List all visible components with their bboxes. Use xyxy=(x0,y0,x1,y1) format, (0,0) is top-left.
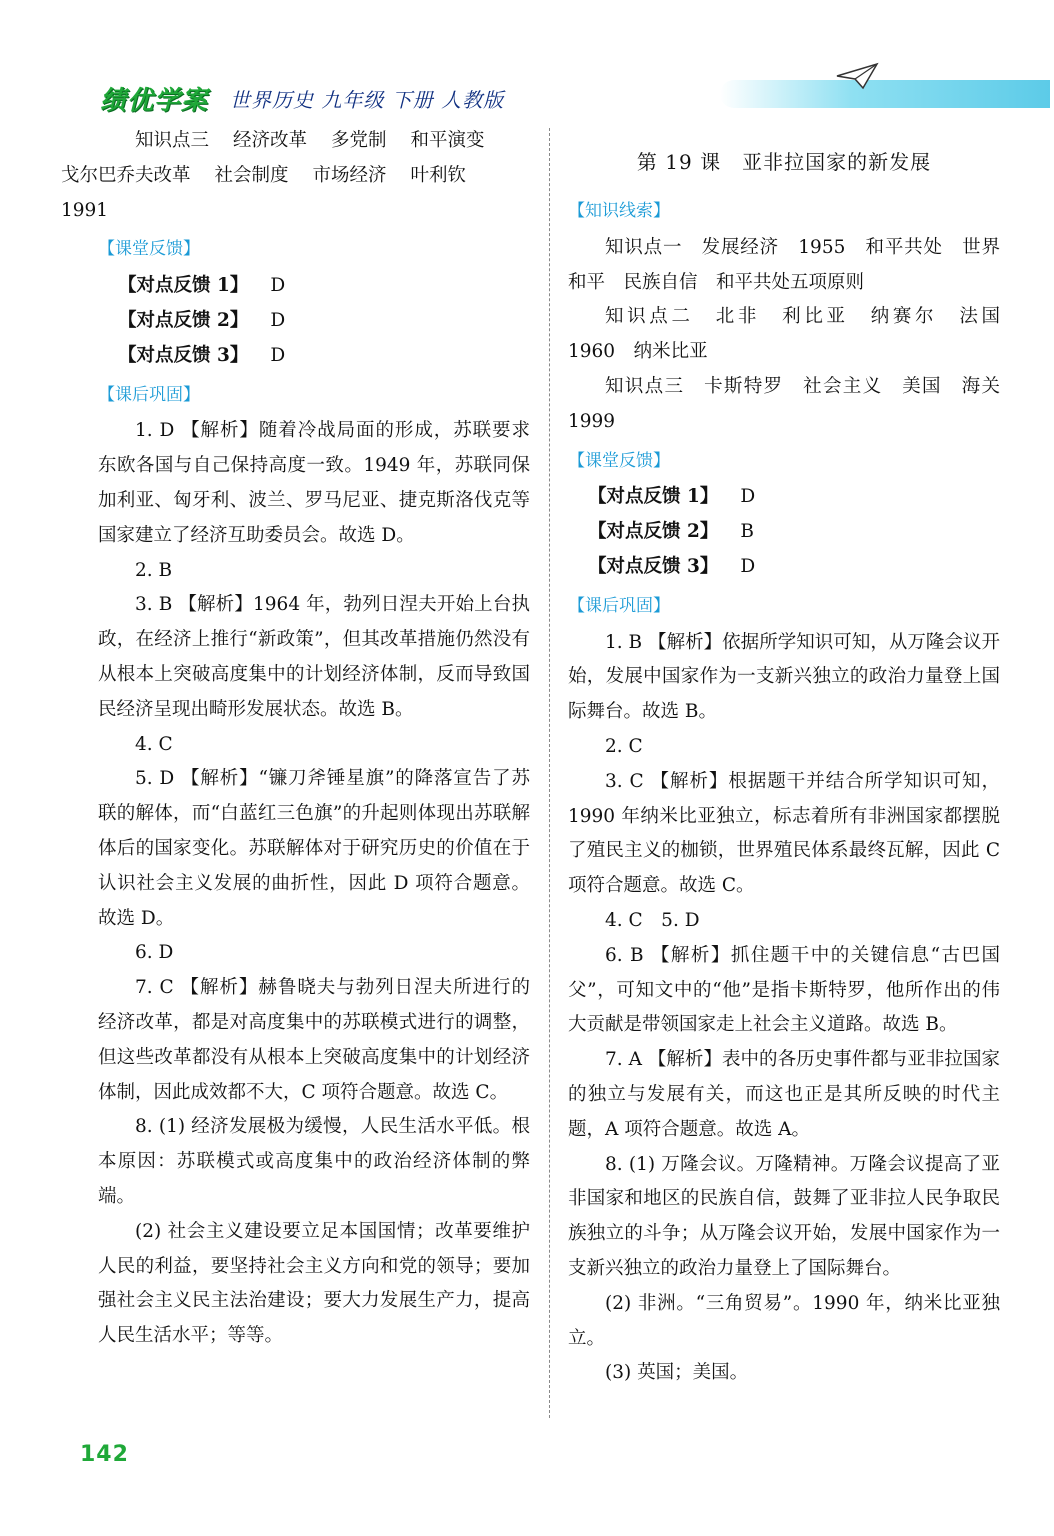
feedback-label: 【对点反馈 1】 xyxy=(118,275,249,297)
feedback-answer: D xyxy=(740,555,756,577)
feedback-row xyxy=(118,339,530,374)
answer-item: 1. B 【解析】依据所学知识可知，从万隆会议开始，发展中国家作为一支新兴独立的政治力量登上国际舞台。故选 B。 xyxy=(568,631,1000,723)
feedback-answer: D xyxy=(270,275,286,297)
feedback-answer: D xyxy=(740,486,756,508)
kp-term: 1991 xyxy=(61,199,109,221)
answer-item: (2) 非洲。“三角贸易”。1990 年，纳米比亚独立。 xyxy=(568,1292,1000,1349)
knowledge-point-3: 知识点三 卡斯特罗 社会主义 美国 海关 1999 xyxy=(568,375,1019,432)
header-banner xyxy=(720,80,1050,108)
book-subtitle: 世界历史 九年级 下册 人教版 xyxy=(230,88,505,112)
right-column xyxy=(568,124,1019,1391)
feedback-label: 【对点反馈 2】 xyxy=(118,309,249,331)
section-heading-feedback: 【课堂反馈】 xyxy=(98,239,200,260)
feedback-label: 【对点反馈 2】 xyxy=(588,521,719,543)
kp-term: 和平演变 xyxy=(410,130,485,151)
feedback-label: 【对点反馈 1】 xyxy=(588,486,719,508)
knowledge-point-2: 知识点二 北非 利比亚 纳赛尔 法国 1960 纳米比亚 xyxy=(568,306,1019,363)
feedback-row xyxy=(588,550,1000,585)
left-column xyxy=(61,124,530,1354)
answer-item: 8. (1) 经济发展极为缓慢，人民生活水平低。根本原因：苏联模式或高度集中的政治经济体制的弊端。 xyxy=(98,1116,530,1207)
knowledge-point-3 xyxy=(61,124,530,228)
feedback-row xyxy=(118,304,530,339)
feedback-label: 【对点反馈 3】 xyxy=(588,555,719,577)
kp-term: 多党制 xyxy=(331,130,387,151)
kp-term: 戈尔巴乔夫改革 xyxy=(61,164,191,186)
series-logo: 绩优学案 xyxy=(100,86,209,116)
answer-item: 2. B xyxy=(135,559,173,581)
answer-item: 3. C 【解析】根据题干并结合所学知识可知，1990 年纳米比亚独立，标志着所有非洲国家都摆脱了殖民主义的枷锁，世界殖民体系最终瓦解，因此 C 项符合题意。故选 C。 xyxy=(568,770,1000,897)
answer-item: 8. (1) 万隆会议。万隆精神。万隆会议提高了亚非国家和地区的民族自信，鼓舞了亚非拉人民争取民族独立的斗争；从万隆会议开始，发展中国家作为一支新兴独立的政治力量登上了国际舞台。 xyxy=(568,1153,1000,1279)
section-heading-clues: 【知识线索】 xyxy=(568,201,670,221)
section-heading-consolidate: 【课后巩固】 xyxy=(98,384,200,405)
section-heading-feedback: 【课堂反馈】 xyxy=(568,450,670,471)
feedback-list xyxy=(568,480,1000,584)
answer-item: 2. C xyxy=(605,735,643,757)
section-heading-consolidate: 【课后巩固】 xyxy=(568,595,670,616)
answer-item: 1. D 【解析】随着冷战局面的形成，苏联要求东欧各国与自己保持高度一致。1949 年，苏联同保加利亚、匈牙利、波兰、罗马尼亚、捷克斯洛伐克等国家建立了经济互助委员会。故选 D。 xyxy=(98,420,530,546)
knowledge-point-1: 知识点一 发展经济 1955 和平共处 世界和平 民族自信 和平共处五项原则 xyxy=(568,236,1000,293)
feedback-label: 【对点反馈 3】 xyxy=(118,344,249,366)
feedback-answer: D xyxy=(270,309,286,331)
kp-term: 社会制度 xyxy=(214,164,289,186)
feedback-answer: D xyxy=(270,344,286,366)
feedback-row xyxy=(588,515,1000,550)
kp-term: 叶利钦 xyxy=(410,164,467,186)
kp-term: 市场经济 xyxy=(312,164,387,186)
answer-item: 5. D 【解析】“镰刀斧锤星旗”的降落宣告了苏联的解体，而“白蓝红三色旗”的升起则体现出苏联解体后的国家变化。苏联解体对于研究历史的价值在于认识社会主义发展的曲折性，因此 D 项符合题意。故选 D。 xyxy=(98,768,530,929)
paper-plane-icon xyxy=(835,62,879,90)
answer-item: 7. A 【解析】表中的各历史事件都与亚非拉国家的独立与发展有关，而这也正是其所反映的时代主题，A 项符合题意。故选 A。 xyxy=(568,1049,1000,1140)
feedback-list xyxy=(98,269,530,373)
lesson-title: 第 19 课 亚非拉国家的新发展 xyxy=(636,150,932,174)
feedback-answer: B xyxy=(740,521,754,543)
column-divider xyxy=(549,128,550,1418)
answer-item: (3) 英国；美国。 xyxy=(605,1362,749,1384)
answer-item: 4. C xyxy=(135,733,173,755)
answer-item: 4. C 5. D xyxy=(605,909,700,931)
answer-item: 6. B 【解析】抓住题干中的关键信息“古巴国父”，可知文中的“他”是指卡斯特罗，他所作出的伟大贡献是带领国家走上社会主义道路。故选 B。 xyxy=(568,944,1000,1036)
kp-term: 经济改革 xyxy=(233,130,308,151)
feedback-row xyxy=(118,269,530,304)
page-number: 142 xyxy=(80,1442,129,1467)
kp-label: 知识点三 xyxy=(135,130,210,151)
answer-item: 7. C 【解析】赫鲁晓夫与勃列日涅夫所进行的经济改革，都是对高度集中的苏联模式进行的调整，但这些改革都没有从根本上突破高度集中的计划经济体制，因此成效都不大，C 项符合题意。故选 C。 xyxy=(98,977,530,1103)
feedback-row xyxy=(588,480,1000,515)
answer-item: (2) 社会主义建设要立足本国国情；改革要维护人民的利益，要坚持社会主义方向和党的领导；要加强社会主义民主法治建设；要大力发展生产力，提高人民生活水平；等等。 xyxy=(98,1220,530,1347)
answer-item: 6. D xyxy=(135,942,174,964)
answer-item: 3. B 【解析】1964 年，勃列日涅夫开始上台执政，在经济上推行“新政策”，但其改革措施仍然没有从根本上突破高度集中的计划经济体制，反而导致国民经济呈现出畸形发展状态。故选 B。 xyxy=(98,594,530,720)
